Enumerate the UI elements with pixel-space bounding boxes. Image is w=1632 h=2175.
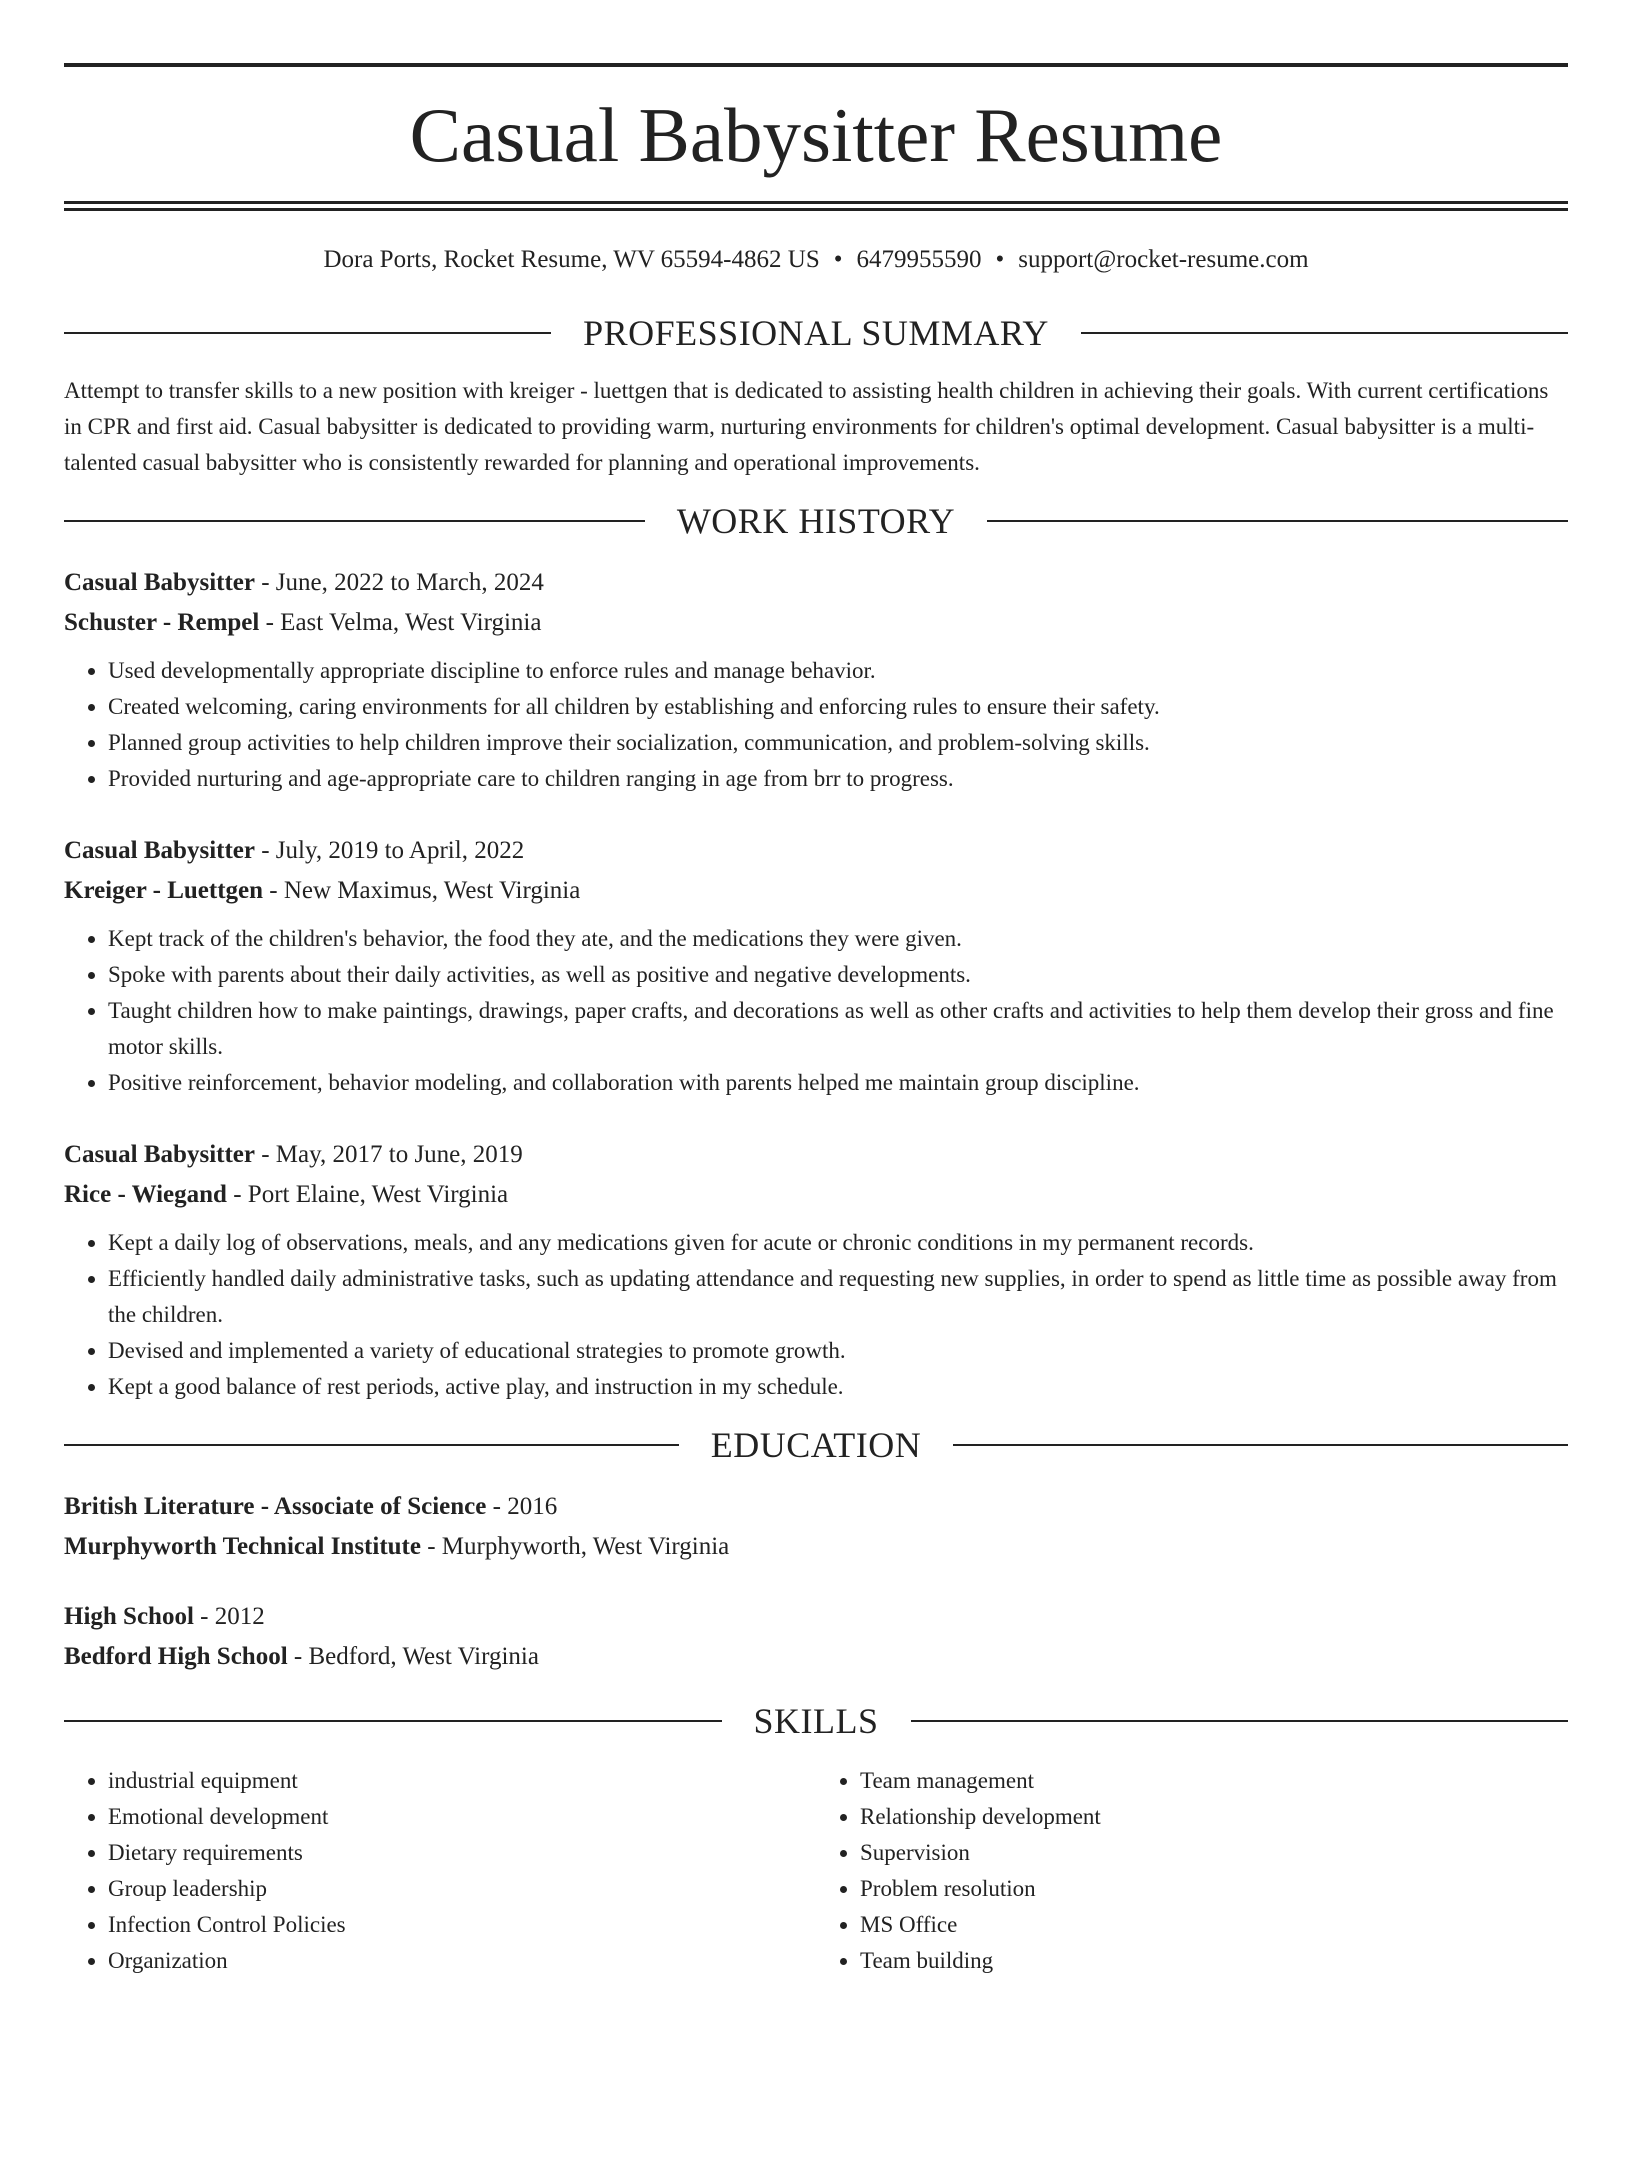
contact-phone: 6479955590: [856, 246, 982, 273]
job-bullets: [64, 1225, 1568, 1405]
job-bullet: • Devised and implemented a variety of educational strategies to promote growth.: [108, 1333, 1568, 1369]
job-bullet: • Planned group activities to help children improve their socialization, communication, and problem-solving skills.: [108, 725, 1568, 761]
education-school: Bedford High School: [64, 1643, 288, 1670]
page-title: Casual Babysitter Resume: [409, 92, 1223, 178]
contact-separator: •: [995, 246, 1005, 273]
job-title: Casual Babysitter: [64, 1141, 255, 1168]
education-school-line: [64, 1527, 1568, 1567]
education-degree-line: [64, 1487, 1568, 1527]
section-heading-summary: [64, 313, 1568, 353]
job-company: Schuster - Rempel: [64, 609, 260, 636]
skill-item: • Team building: [860, 1943, 1568, 1979]
education-entry: [64, 1487, 1568, 1567]
summary-text: Attempt to transfer skills to a new position with kreiger - luettgen that is dedicated to assisting health children in achieving their goals. With current certifications in CPR and first aid. Casual babysitter is dedicated to providing warm, nurturing environments for children's optimal development. Casual babysitter is a multi-talented casual babysitter who is consistently rewarded for planning and operational improvements.: [64, 378, 1549, 475]
section-title-education: EDUCATION: [710, 1425, 922, 1465]
job-dates: - July, 2019 to April, 2022: [254, 837, 525, 864]
job-bullet: • Kept track of the children's behavior, the food they ate, and the medications they were given.: [108, 921, 1568, 957]
education-degree: British Literature - Associate of Science: [64, 1493, 487, 1520]
contact-address: Dora Ports, Rocket Resume, WV 65594-4862 US: [323, 246, 820, 273]
job-company-line: [64, 603, 1568, 643]
heading-rule: [64, 1444, 679, 1446]
job-title-line: [64, 563, 1568, 603]
education-year: - 2012: [193, 1603, 265, 1630]
job-bullet: • Used developmentally appropriate discipline to enforce rules and manage behavior.: [108, 653, 1568, 689]
job-bullet: • Spoke with parents about their daily activities, as well as positive and negative developments.: [108, 957, 1568, 993]
skill-item: • Team management: [860, 1763, 1568, 1799]
job-location: - Port Elaine, West Virginia: [226, 1181, 509, 1208]
job-company: Kreiger - Luettgen: [64, 877, 264, 904]
section-heading-work: [64, 501, 1568, 541]
skills-column-left: [64, 1763, 816, 1979]
heading-rule: [911, 1720, 1569, 1722]
job-entry: [64, 831, 1568, 1101]
education-entry: [64, 1597, 1568, 1677]
education-degree-line: [64, 1597, 1568, 1637]
job-company-line: [64, 871, 1568, 911]
section-title-summary: PROFESSIONAL SUMMARY: [583, 313, 1049, 353]
job-location: - New Maximus, West Virginia: [263, 877, 581, 904]
contact-email: support@rocket-resume.com: [1018, 246, 1309, 273]
job-title-line: [64, 831, 1568, 871]
job-bullet: • Provided nurturing and age-appropriate care to children ranging in age from brr to progress.: [108, 761, 1568, 797]
education-location: - Murphyworth, West Virginia: [420, 1533, 730, 1560]
skill-item: • Infection Control Policies: [108, 1907, 816, 1943]
skills-list: [64, 1763, 1568, 1979]
skill-item: • industrial equipment: [108, 1763, 816, 1799]
resume-page: [0, 63, 1632, 2175]
section-title-work: WORK HISTORY: [676, 501, 956, 541]
job-entry: [64, 1135, 1568, 1405]
job-bullet: • Positive reinforcement, behavior modeling, and collaboration with parents helped me maintain group discipline.: [108, 1065, 1568, 1101]
job-bullet: • Efficiently handled daily administrative tasks, such as updating attendance and requesting new supplies, in order to spend as little time as possible away from the children.: [108, 1261, 1568, 1333]
heading-rule: [64, 332, 551, 334]
section-heading-skills: [64, 1701, 1568, 1741]
job-dates: - June, 2022 to March, 2024: [254, 569, 544, 596]
skill-item: • Supervision: [860, 1835, 1568, 1871]
education-location: - Bedford, West Virginia: [287, 1643, 539, 1670]
skill-item: • MS Office: [860, 1907, 1568, 1943]
heading-rule: [1081, 332, 1568, 334]
job-entry: [64, 563, 1568, 797]
education-school: Murphyworth Technical Institute: [64, 1533, 421, 1560]
skill-item: • Group leadership: [108, 1871, 816, 1907]
skill-item: • Relationship development: [860, 1799, 1568, 1835]
heading-rule: [953, 1444, 1568, 1446]
education-school-line: [64, 1637, 1568, 1677]
skill-item: • Organization: [108, 1943, 816, 1979]
job-dates: - May, 2017 to June, 2019: [254, 1141, 523, 1168]
heading-rule: [64, 1720, 722, 1722]
skill-item: • Problem resolution: [860, 1871, 1568, 1907]
job-bullet: • Kept a good balance of rest periods, active play, and instruction in my schedule.: [108, 1369, 1568, 1405]
job-bullets: [64, 921, 1568, 1101]
job-title-line: [64, 1135, 1568, 1175]
education-degree: High School: [64, 1603, 194, 1630]
education-year: - 2016: [486, 1493, 558, 1520]
skills-column-right: [816, 1763, 1568, 1979]
skill-item: • Dietary requirements: [108, 1835, 816, 1871]
job-title: Casual Babysitter: [64, 837, 255, 864]
section-heading-education: [64, 1425, 1568, 1465]
job-bullet: • Taught children how to make paintings, drawings, paper crafts, and decorations as well as other crafts and activities to help them develop their gross and fine motor skills.: [108, 993, 1568, 1065]
heading-rule: [64, 520, 645, 522]
contact-line: [64, 245, 1568, 275]
job-bullet: • Kept a daily log of observations, meals, and any medications given for acute or chronic conditions in my permanent records.: [108, 1225, 1568, 1261]
job-location: - East Velma, West Virginia: [259, 609, 542, 636]
section-title-skills: SKILLS: [753, 1701, 879, 1741]
top-rule: [64, 63, 1568, 67]
job-company: Rice - Wiegand: [64, 1181, 227, 1208]
heading-rule: [987, 520, 1568, 522]
skill-item: • Emotional development: [108, 1799, 816, 1835]
contact-separator: •: [833, 246, 843, 273]
job-title: Casual Babysitter: [64, 569, 255, 596]
title-double-rule: [64, 201, 1568, 211]
job-bullet: • Created welcoming, caring environments for all children by establishing and enforcing rules to ensure their safety.: [108, 689, 1568, 725]
job-bullets: [64, 653, 1568, 797]
job-company-line: [64, 1175, 1568, 1215]
